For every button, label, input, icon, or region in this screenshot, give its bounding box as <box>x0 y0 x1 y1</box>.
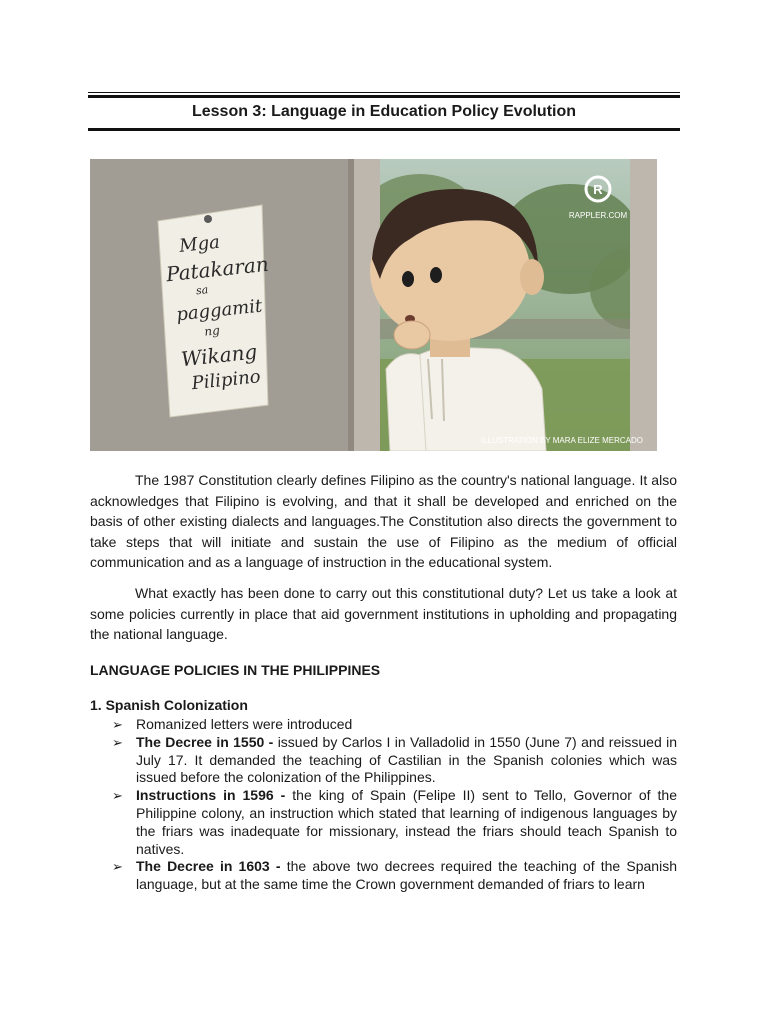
title-band <box>88 92 680 131</box>
pillar-right <box>630 159 657 451</box>
svg-text:R: R <box>593 182 603 197</box>
list-item-lead: The Decree in 1603 - <box>136 858 281 875</box>
list-item-text: the king of Spain (Felipe II) sent to Tello, Governor of the Philippine colony, an instruction which stated that learning of indigenous languages by the friars was inadequate for missionary, instead the friars should teach Spanish to natives. <box>136 787 677 857</box>
poster-line-7: Pilipino <box>190 366 262 395</box>
illustration-credit: ILLUSTRATION BY MARA ELIZE MERCADO <box>481 436 643 445</box>
paragraph-duty: What exactly has been done to carry out this constitutional duty? Let us take a look at some policies currently in place that aid government institutions in upholding and propagating the national language. <box>90 585 677 643</box>
poster-line-3: sa <box>195 283 209 298</box>
paragraph-constitution: The 1987 Constitution clearly defines Filipino as the country's national language. It also acknowledges that Filipino is evolving, and that it shall be developed and enriched on the basis of other existing dialects and languages.The Constitution also directs the government to take steps that will initiate and sustain the use of Filipino as the medium of official communication and as a language of instruction in the educational system. <box>90 472 677 571</box>
policy-list <box>90 716 677 894</box>
poster-line-6: Wikang <box>179 339 259 372</box>
list-item-lead: Instructions in 1596 - <box>136 787 286 804</box>
arrow-bullet-icon: ➢ <box>112 717 123 732</box>
title-rule-bottom <box>88 128 680 131</box>
arrow-bullet-icon: ➢ <box>112 788 123 804</box>
arrow-bullet-icon: ➢ <box>112 859 123 875</box>
subheading-spanish-colonization: 1. Spanish Colonization <box>90 697 248 713</box>
list-item-lead: The Decree in 1550 - <box>136 733 274 750</box>
title-rule-top-thin <box>88 92 680 93</box>
poster-line-4: paggamit <box>175 295 264 326</box>
list-item-text: issued by Carlos I in Valladolid in 1550 (June 7) and reissued in July 17. It demanded the teaching of Castilian in the Spanish colonies which was issued before the colonization of the Philippines. <box>136 733 677 786</box>
lesson-illustration <box>90 159 657 451</box>
character-hand <box>394 321 430 349</box>
arrow-bullet-icon: ➢ <box>112 734 123 750</box>
list-item-text: the above two decrees required the teaching of the Spanish language, but at the same time the Crown government demanded of friars to learn <box>136 858 677 893</box>
lesson-title: Lesson 3: Language in Education Policy Evolution <box>191 103 577 120</box>
list-item <box>90 787 677 858</box>
list-item <box>90 858 677 894</box>
pillar-left <box>352 159 380 451</box>
list-item-text: Romanized letters were introduced <box>136 716 353 732</box>
character-eye-right <box>430 267 442 283</box>
list-item <box>90 734 677 787</box>
poster-line-2: Patakaran <box>164 251 270 287</box>
list-item <box>90 716 677 734</box>
poster-line-1: Mga <box>178 231 221 257</box>
illustration-svg <box>90 159 657 451</box>
poster-line-5: ng <box>203 323 221 339</box>
section-heading: LANGUAGE POLICIES IN THE PHILIPPINES <box>90 662 381 678</box>
logo-text: RAPPLER.COM <box>568 211 628 220</box>
character-eye-left <box>402 271 414 287</box>
poster <box>158 205 281 417</box>
